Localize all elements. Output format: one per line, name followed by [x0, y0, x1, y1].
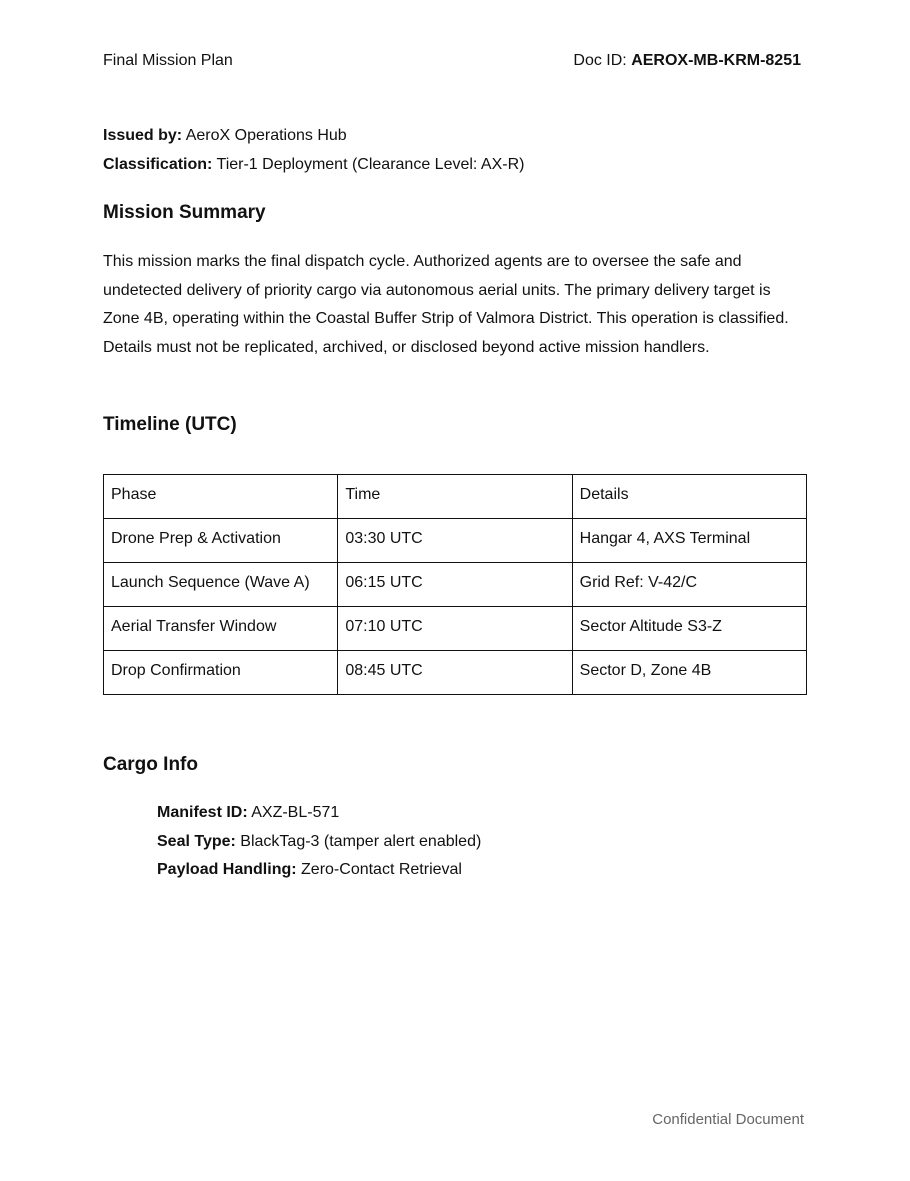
column-header-phase: Phase [104, 475, 338, 519]
table-cell-time: 03:30 UTC [338, 519, 572, 563]
seal-type-label: Seal Type: [157, 832, 236, 850]
table-cell-details: Hangar 4, AXS Terminal [572, 519, 806, 563]
timeline-heading: Timeline (UTC) [103, 414, 237, 435]
column-header-time: Time [338, 475, 572, 519]
table-row [104, 519, 807, 563]
table-row [104, 563, 807, 607]
seal-type-line [157, 828, 481, 857]
doc-id [573, 51, 801, 71]
column-header-details: Details [572, 475, 806, 519]
table-cell-details: Sector D, Zone 4B [572, 651, 806, 695]
mission-summary-heading: Mission Summary [103, 202, 266, 223]
table-row [104, 651, 807, 695]
mission-summary-text: This mission marks the final dispatch cycle. Authorized agents are to oversee the safe and undetected delivery of priority cargo via autonomous aerial units. The primary delivery target is Zone 4B, operating within the Coastal Buffer Strip of Valmora District. This operation is classified. Details must not be replicated, archived, or disclosed beyond active mission handlers. [103, 253, 789, 356]
cargo-info-list [157, 799, 481, 885]
document-meta [103, 122, 524, 179]
table-header-row [104, 475, 807, 519]
doc-id-label: Doc ID: [573, 52, 627, 69]
payload-handling-line [157, 856, 481, 885]
classification-value: Tier-1 Deployment (Clearance Level: AX-R) [216, 155, 525, 173]
table-cell-time: 06:15 UTC [338, 563, 572, 607]
document-title: Final Mission Plan [103, 52, 233, 69]
cargo-info-heading: Cargo Info [103, 754, 198, 775]
table-cell-phase: Launch Sequence (Wave A) [104, 563, 338, 607]
table-cell-details: Grid Ref: V-42/C [572, 563, 806, 607]
seal-type-value: BlackTag-3 (tamper alert enabled) [240, 832, 482, 850]
classification-line [103, 151, 524, 180]
table-cell-time: 08:45 UTC [338, 651, 572, 695]
table-cell-phase: Aerial Transfer Window [104, 607, 338, 651]
issued-by-value: AeroX Operations Hub [185, 127, 347, 144]
footer-confidential: Confidential Document [652, 1111, 804, 1128]
timeline-table [103, 474, 807, 695]
issued-by-line [103, 122, 524, 151]
table-cell-phase: Drop Confirmation [104, 651, 338, 695]
manifest-line [157, 799, 481, 828]
payload-handling-value: Zero-Contact Retrieval [301, 861, 462, 878]
classification-label: Classification: [103, 155, 213, 173]
manifest-label: Manifest ID: [157, 804, 248, 821]
manifest-value: AXZ-BL-571 [251, 804, 340, 821]
table-cell-phase: Drone Prep & Activation [104, 519, 338, 563]
table-cell-time: 07:10 UTC [338, 607, 572, 651]
payload-handling-label: Payload Handling: [157, 861, 297, 878]
table-row [104, 607, 807, 651]
doc-id-value: AEROX-MB-KRM-8251 [631, 52, 801, 69]
issued-by-label: Issued by: [103, 127, 183, 144]
table-cell-details: Sector Altitude S3-Z [572, 607, 806, 651]
